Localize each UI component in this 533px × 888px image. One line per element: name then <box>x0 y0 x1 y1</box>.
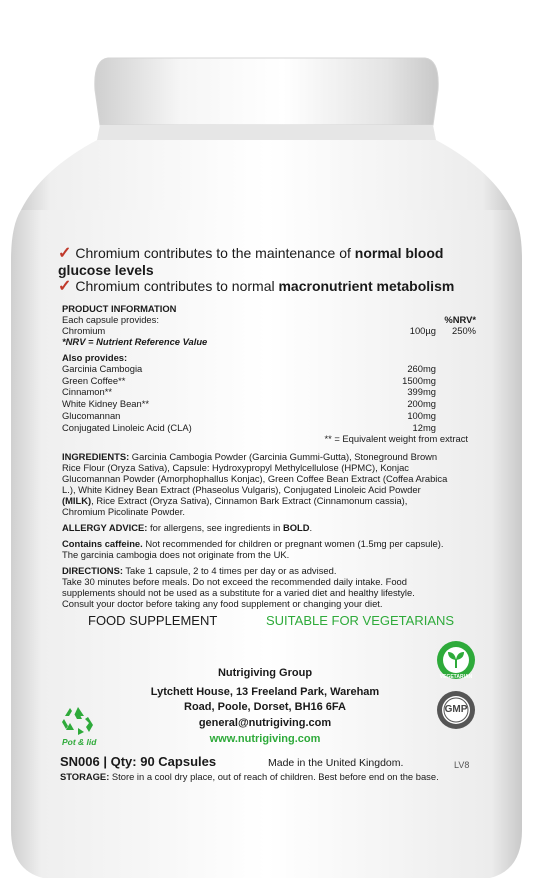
check-icon: ✓ <box>58 278 72 295</box>
company-address-2: Road, Poole, Dorset, BH16 6FA <box>184 701 346 713</box>
nutrient-amount: 399mg <box>407 386 436 398</box>
ingredients-line-2: Rice Flour (Oryza Sativa), Capsule: Hydroxypropyl Methylcellulose (HPMC), Konjac <box>62 462 409 473</box>
allergy-advice: ALLERGY ADVICE: for allergens, see ingredients in BOLD. <box>62 522 313 533</box>
also-provides-heading: Also provides: <box>62 352 128 363</box>
nutrient-name: White Kidney Bean** <box>62 398 150 410</box>
bottle-shoulder <box>21 140 512 210</box>
nutrient-name: Conjugated Linoleic Acid (CLA) <box>62 421 192 433</box>
company-name: Nutrigiving Group <box>217 667 313 679</box>
nutrient-name: Cinnamon** <box>62 386 113 398</box>
claim-metabolism: ✓ Chromium contributes to normal macronutrient metabolism <box>58 278 455 295</box>
nutrient-name: Green Coffee** <box>62 374 126 386</box>
vegetarian-label: SUITABLE FOR VEGETARIANS <box>266 613 455 628</box>
food-supplement-label: FOOD SUPPLEMENT <box>88 613 218 628</box>
each-capsule-label: Each capsule provides: <box>62 314 159 325</box>
vegetarian-badge-text: VEGETARIAN <box>439 674 473 680</box>
check-icon: ✓ <box>58 245 72 262</box>
company-address-1: Lytchett House, 13 Freeland Park, Wareham <box>150 686 380 698</box>
company-website: www.nutrigiving.com <box>209 733 321 745</box>
chromium-amount: 100µg <box>409 325 436 336</box>
bottle-cap <box>95 58 438 125</box>
chromium-nrv: 250% <box>452 325 476 336</box>
nrv-header: %NRV* <box>444 314 476 325</box>
chromium-name: Chromium <box>62 325 106 336</box>
recycle-text: Pot & lid <box>62 737 97 747</box>
nutrient-amount: 200mg <box>407 398 436 410</box>
lot-code: LV8 <box>454 760 470 770</box>
directions-line-3: supplements should not be used as a substitute for a varied diet and healthy lifestyle. <box>62 587 415 598</box>
gmp-badge-text: GMP <box>444 704 468 715</box>
directions-line-1: DIRECTIONS: Take 1 capsule, 2 to 4 times per day or as advised. <box>62 565 337 576</box>
sku-quantity: SN006 | Qty: 90 Capsules <box>60 754 217 769</box>
ingredients-line-6: Chromium Picolinate Powder. <box>62 506 185 517</box>
nutrient-amount: 1500mg <box>402 374 436 386</box>
caffeine-line-1: Contains caffeine. Not recommended for children or pregnant women (1.5mg per capsule). <box>62 538 444 549</box>
nutrient-name: Glucomannan <box>62 409 121 421</box>
storage-info: STORAGE: Store in a cool dry place, out of reach of children. Best before end on the base. <box>60 771 439 782</box>
ingredients-line-1: INGREDIENTS: Garcinia Cambogia Powder (Garcinia Gummi-Gutta), Stoneground Brown <box>62 451 438 462</box>
ingredients-line-4: L.), White Kidney Bean Extract (Phaseolus Vulgaris), Conjugated Linoleic Acid Powder <box>62 484 421 495</box>
made-in-label: Made in the United Kingdom. <box>268 757 404 769</box>
nutrient-amount: 100mg <box>407 409 436 421</box>
directions-line-4: Consult your doctor before taking any food supplement or changing your diet. <box>62 598 383 609</box>
nutrient-amount: 260mg <box>407 363 436 374</box>
recycle-icon <box>60 705 96 735</box>
ingredients-line-5: (MILK), Rice Extract (Oryza Sativa), Cinnamon Bark Extract (Cinnamonum cassia), <box>62 495 408 506</box>
company-email: general@nutrigiving.com <box>198 717 332 729</box>
directions-line-2: Take 30 minutes before meals. Do not exceed the recommended daily intake. Food <box>62 576 407 587</box>
ingredients-line-3: Glucomannan Powder (Amorphophallus Konjac), Green Coffee Bean Extract (Coffea Arabica <box>62 473 448 484</box>
nrv-note: *NRV = Nutrient Reference Value <box>62 336 208 347</box>
nutrient-name: Garcinia Cambogia <box>62 363 143 374</box>
nutrient-amount: 12mg <box>412 421 436 433</box>
product-info-heading: PRODUCT INFORMATION <box>62 303 177 314</box>
caffeine-line-2: The garcinia cambogia does not originate from the UK. <box>62 549 290 560</box>
claim-glucose: ✓ Chromium contributes to the maintenance of normal blood glucose levels <box>58 245 444 278</box>
equivalent-footnote: ** = Equivalent weight from extract <box>324 433 468 444</box>
